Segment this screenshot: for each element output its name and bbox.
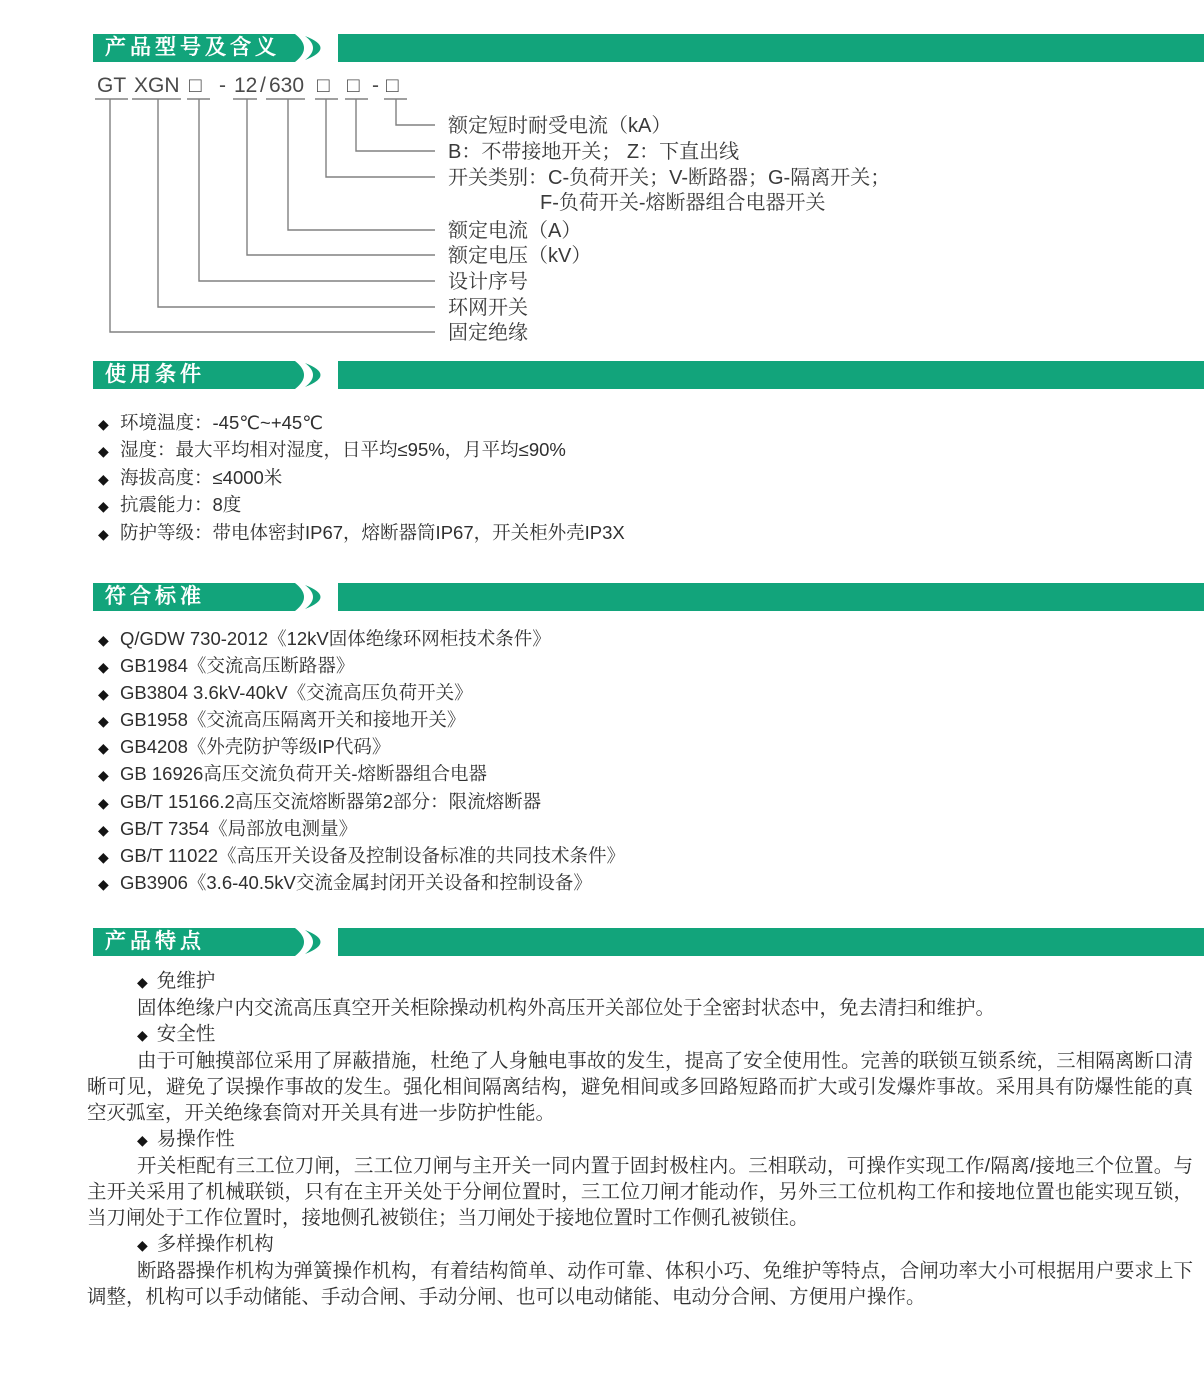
conditions-list <box>98 410 1174 547</box>
diamond-bullet-icon: ◆ <box>98 416 109 432</box>
feature-body: 开关柜配有三工位刀闸，三工位刀闸与主开关一同内置于固封极柱内。三相联动，可操作实现工作/隔离/接地三个位置。与主开关采用了机械联锁，只有在主开关处于分闸位置时，三工位刀闸才能动作，另外三工位机构工作和接地位置也能实现互锁，当刀闸处于工作位置时，接地侧孔被锁住；当刀闸处于接地位置时工作侧孔被锁住。 <box>87 1155 1193 1229</box>
list-item <box>98 816 1174 843</box>
diamond-bullet-icon: ◆ <box>98 686 109 703</box>
condition-text: 海拔高度：≤4000米 <box>120 466 283 488</box>
list-item <box>98 653 1174 680</box>
standard-text: GB4208《外壳防护等级IP代码》 <box>120 736 391 758</box>
feature-title <box>87 1021 1193 1048</box>
diamond-bullet-icon: ◆ <box>98 470 109 487</box>
list-item <box>98 734 1174 761</box>
code-segment-630: 630 <box>269 74 305 97</box>
condition-text: 环境温度：-45℃~+45℃ <box>120 412 323 433</box>
standard-text: GB/T 7354《局部放电测量》 <box>120 817 358 839</box>
standards-list <box>98 626 1174 897</box>
section-title-features: 产品特点 <box>105 930 205 953</box>
diagram-label-short-time-current: 额定短时耐受电流（kA） <box>448 115 672 137</box>
diagram-label-rated-current: 额定电流（A） <box>448 220 582 242</box>
diamond-bullet-icon: ◆ <box>98 848 109 865</box>
code-segment-12: 12 <box>234 74 258 97</box>
diamond-bullet-icon: ◆ <box>98 875 109 892</box>
list-item <box>98 520 1174 547</box>
condition-text: 抗震能力：8度 <box>120 494 242 516</box>
code-segment-gt: GT <box>97 74 127 97</box>
diagram-label-switch-type-cont: F-负荷开关-熔断器组合电器开关 <box>540 192 826 214</box>
diamond-bullet-icon: ◆ <box>98 498 109 515</box>
diamond-bullet-icon: ◆ <box>98 659 109 676</box>
standard-text: GB 16926高压交流负荷开关-熔断器组合电器 <box>120 763 487 785</box>
code-segment-box4: □ <box>386 74 399 97</box>
section-header-standards <box>93 583 1204 611</box>
list-item <box>98 680 1174 707</box>
feature-name: 易操作性 <box>156 1128 235 1150</box>
diamond-bullet-icon: ◆ <box>98 767 109 784</box>
feature-name: 免维护 <box>156 970 216 992</box>
condition-text: 湿度：最大平均相对湿度，日平均≤95%，月平均≤90% <box>120 439 566 461</box>
list-item <box>98 707 1174 734</box>
connector-gt <box>110 99 435 332</box>
model-code-diagram <box>93 68 1204 360</box>
code-separator-dash2: - <box>372 74 379 97</box>
code-segment-box2: □ <box>317 74 330 97</box>
bar-crescent <box>305 363 321 387</box>
diamond-bullet-icon: ◆ <box>98 740 109 757</box>
diamond-bullet-icon: ◆ <box>98 525 109 542</box>
code-segment-box1: □ <box>189 74 202 97</box>
diamond-bullet-icon: ◆ <box>98 821 109 838</box>
feature-title <box>87 1231 1193 1258</box>
standard-text: GB3906《3.6-40.5kV交流金属封闭开关设备和控制设备》 <box>120 871 592 893</box>
section-title-conditions: 使用条件 <box>105 363 205 386</box>
feature-body: 断路器操作机构为弹簧操作机构，有着结构简单、动作可靠、体积小巧、免维护等特点，合闸功率大小可根据用户要求上下调整，机构可以手动储能、手动合闸、手动分闸、也可以电动储能、电动分合闸、方便用户操作。 <box>87 1260 1193 1308</box>
standard-text: GB3804 3.6kV-40kV《交流高压负荷开关》 <box>120 682 473 704</box>
feature-title <box>87 968 1193 995</box>
diagram-label-fixed-insulation: 固定绝缘 <box>448 322 528 344</box>
standard-text: GB1958《交流高压隔离开关和接地开关》 <box>120 709 466 731</box>
connector-box2 <box>326 99 435 177</box>
code-segment-box3: □ <box>347 74 360 97</box>
diagram-label-switch-type: 开关类别：C-负荷开关；V-断路器；G-隔离开关； <box>448 167 891 189</box>
diamond-bullet-icon: ◆ <box>137 1132 148 1148</box>
diamond-bullet-icon: ◆ <box>137 974 148 990</box>
feature-name: 多样操作机构 <box>156 1233 274 1255</box>
section-header-conditions <box>93 361 1204 389</box>
section-title-standards: 符合标准 <box>105 585 205 608</box>
feature-body: 固体绝缘户内交流高压真空开关柜除操动机构外高压开关部位处于全密封状态中，免去清扫和维护。 <box>137 997 996 1019</box>
diamond-bullet-icon: ◆ <box>98 632 109 648</box>
connector-box1 <box>199 99 435 281</box>
diagram-label-ring-main-switch: 环网开关 <box>448 297 528 319</box>
standard-text: GB/T 11022《高压开关设备及控制设备标准的共同技术条件》 <box>120 844 626 866</box>
diamond-bullet-icon: ◆ <box>137 1237 148 1253</box>
section-header-features <box>93 928 1204 956</box>
diamond-bullet-icon: ◆ <box>137 1027 148 1043</box>
code-separator-slash: / <box>260 74 266 97</box>
list-item <box>98 437 1174 464</box>
bar-fill <box>338 34 1204 62</box>
code-separator-dash1: - <box>219 74 226 97</box>
connector-630 <box>288 99 435 230</box>
feature-name: 安全性 <box>156 1023 216 1045</box>
list-item <box>98 843 1174 870</box>
section-header-model <box>93 34 1204 62</box>
diagram-label-design-number: 设计序号 <box>448 271 528 293</box>
bar-fill <box>338 583 1204 611</box>
bar-fill <box>338 928 1204 956</box>
diamond-bullet-icon: ◆ <box>98 713 109 730</box>
section-title-model: 产品型号及含义 <box>105 36 280 59</box>
list-item <box>98 761 1174 788</box>
feature-body: 由于可触摸部位采用了屏蔽措施，杜绝了人身触电事故的发生，提高了安全使用性。完善的联锁互锁系统，三相隔离断口清晰可见，避免了误操作事故的发生。强化相间隔离结构，避免相间或多回路短路而扩大或引发爆炸事故。采用具有防爆性能的真空灭弧室，开关绝缘套筒对开关具有进一步防护性能。 <box>87 1050 1193 1124</box>
condition-text: 防护等级：带电体密封IP67，熔断器筒IP67，开关柜外壳IP3X <box>120 521 625 543</box>
diamond-bullet-icon: ◆ <box>98 794 109 811</box>
list-item <box>98 465 1174 492</box>
list-item <box>98 492 1174 519</box>
list-item <box>98 626 1174 653</box>
standard-text: Q/GDW 730-2012《12kV固体绝缘环网柜技术条件》 <box>120 628 551 649</box>
diamond-bullet-icon: ◆ <box>98 443 109 460</box>
bar-crescent <box>305 36 321 60</box>
connector-box4 <box>396 99 435 125</box>
list-item <box>98 870 1174 897</box>
bar-crescent <box>305 585 321 609</box>
features-block <box>87 968 1193 1310</box>
code-segment-xgn: XGN <box>134 74 180 97</box>
diagram-label-earthing-switch: B：不带接地开关； Z：下直出线 <box>448 141 740 163</box>
standard-text: GB/T 15166.2高压交流熔断器第2部分：限流熔断器 <box>120 790 542 812</box>
diagram-label-rated-voltage: 额定电压（kV） <box>448 245 592 267</box>
bar-crescent <box>305 930 321 954</box>
list-item <box>98 410 1174 437</box>
bar-fill <box>338 361 1204 389</box>
feature-title <box>87 1126 1193 1153</box>
standard-text: GB1984《交流高压断路器》 <box>120 655 355 677</box>
list-item <box>98 789 1174 816</box>
